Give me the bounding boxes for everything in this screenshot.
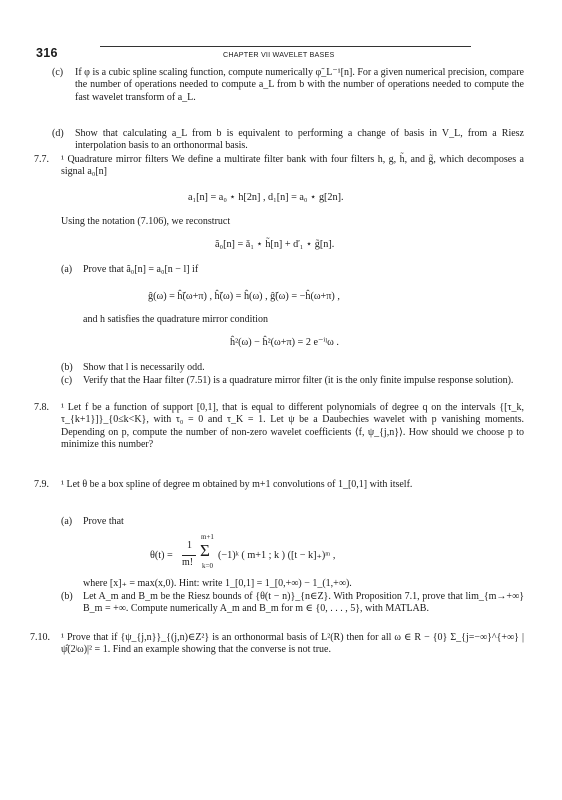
box-spline-frac-num: 1	[187, 540, 192, 551]
exercise-7-9-b-text: Let A_m and B_m be the Riesz bounds of {θ(t − n)}_{n∈Z}. With Proposition 7.1, prove that lim_{m→+∞} B_m = +∞. Compute numerically A_m and B_m for m ∈ {0, . . . , 5}, with MATLAB.	[83, 591, 524, 615]
chapter-title: CHAPTER VII WAVELET BASES	[223, 50, 335, 59]
box-spline-sum-lower: k=0	[202, 562, 213, 570]
exercise-7-10-text: ¹ Prove that if {ψ_{j,n}}_{(j,n)∈Z²} is an orthonormal basis of L²(R) then for all ω ∈ R − {0} Σ_{j=−∞}^{+∞} |ψ̂(2ʲω)|² = 1. Find an example showing that the converse is not true.	[61, 632, 524, 656]
exercise-7-9-a-label: (a)	[61, 516, 73, 527]
exercise-7-7-b-text: Show that l is necessarily odd.	[83, 362, 205, 373]
exercise-7-7-c-text: Verify that the Haar filter (7.51) is a quadrature mirror filter (it is the only finite impulse response solution).	[83, 375, 514, 386]
exercise-7-10-number: 7.10.	[30, 632, 50, 643]
box-spline-frac-den: m!	[182, 557, 194, 568]
exercise-7-7-intro: ¹ Quadrature mirror filters We define a multirate filter bank with four filters h, g, h̃, and g̃, which decomposes a signal a₀[n]	[61, 154, 524, 178]
exercise-7-7-a-text: Prove that ã₀[n] = a₀[n − l] if	[83, 264, 199, 275]
exercise-7-7-and: and h satisfies the quadrature mirror condition	[83, 314, 268, 325]
exercise-7-9-text: ¹ Let θ be a box spline of degree m obtained by m+1 convolutions of 1_[0,1] with itself.	[61, 479, 413, 490]
equation-filter-relations: ĝ(ω) = ĥ̃(ω+π) , ĥ̃(ω) = ĥ(ω) , ĝ̃(ω) = −ĥ(ω+π) ,	[148, 291, 340, 302]
item-d-label: (d)	[52, 128, 64, 139]
exercise-7-9-hint: where [x]₊ = max(x,0). Hint: write 1_[0,1] = 1_[0,+∞) − 1_(1,+∞).	[83, 578, 352, 589]
exercise-7-9-number: 7.9.	[34, 479, 49, 490]
exercise-7-7-b-label: (b)	[61, 362, 73, 373]
page-number: 316	[36, 46, 58, 60]
exercise-7-9-b-label: (b)	[61, 591, 73, 602]
exercise-7-7-using: Using the notation (7.106), we reconstruct	[61, 216, 231, 227]
exercise-7-9-a-text: Prove that	[83, 516, 124, 527]
box-spline-rhs: (−1)ᵏ ( m+1 ; k ) ([t − k]₊)ᵐ ,	[218, 550, 336, 561]
item-c-text: If φ is a cubic spline scaling function, compute numerically φ̃_L⁻¹[n]. For a given numerical precision, compare the number of operations needed to compute a_L from b with the number of operations needed to compute the fast wavelet transform of a_L.	[75, 67, 524, 103]
box-spline-frac-bar	[182, 555, 196, 556]
exercise-7-7-a-label: (a)	[61, 264, 73, 275]
equation-analysis: a₁[n] = a₀ ⋆ h[2n] , d₁[n] = a₀ ⋆ g[2n].	[188, 192, 344, 203]
box-spline-lhs: θ(t) =	[150, 550, 173, 561]
item-d-text: Show that calculating a_L from b is equivalent to performing a change of basis in V_L, from a Riesz interpolation basis to an orthonormal basis.	[75, 128, 524, 152]
item-c-label: (c)	[52, 67, 64, 78]
sum-sign-icon: Σ	[200, 541, 210, 560]
exercise-7-8-text: ¹ Let f be a function of support [0,1], that is equal to different polynomials of degree q on the intervals {[τ_k, τ_{k+1}]}_{0≤k<K}, with τ₀ = 0 and τ_K = 1. Let ψ be a Daubechies wavelet with p vanishing moments. Depending on p, compute the number of non-zero wavelet coefficients ⟨f, ψ_{j,n}⟩. How should we choose p to minimize this number?	[61, 402, 524, 451]
exercise-7-7-number: 7.7.	[34, 154, 49, 165]
header-rule	[100, 46, 471, 47]
equation-reconstruction: ã₀[n] = ǎ₁ ⋆ h̃[n] + ď₁ ⋆ g̃[n].	[215, 239, 335, 250]
exercise-7-8-number: 7.8.	[34, 402, 49, 413]
exercise-7-7-c-label: (c)	[61, 375, 73, 386]
equation-qmf-condition: ĥ²(ω) − ĥ²(ω+π) = 2 e⁻ⁱˡω .	[230, 337, 339, 348]
box-spline-sum-upper: m+1	[201, 533, 214, 541]
